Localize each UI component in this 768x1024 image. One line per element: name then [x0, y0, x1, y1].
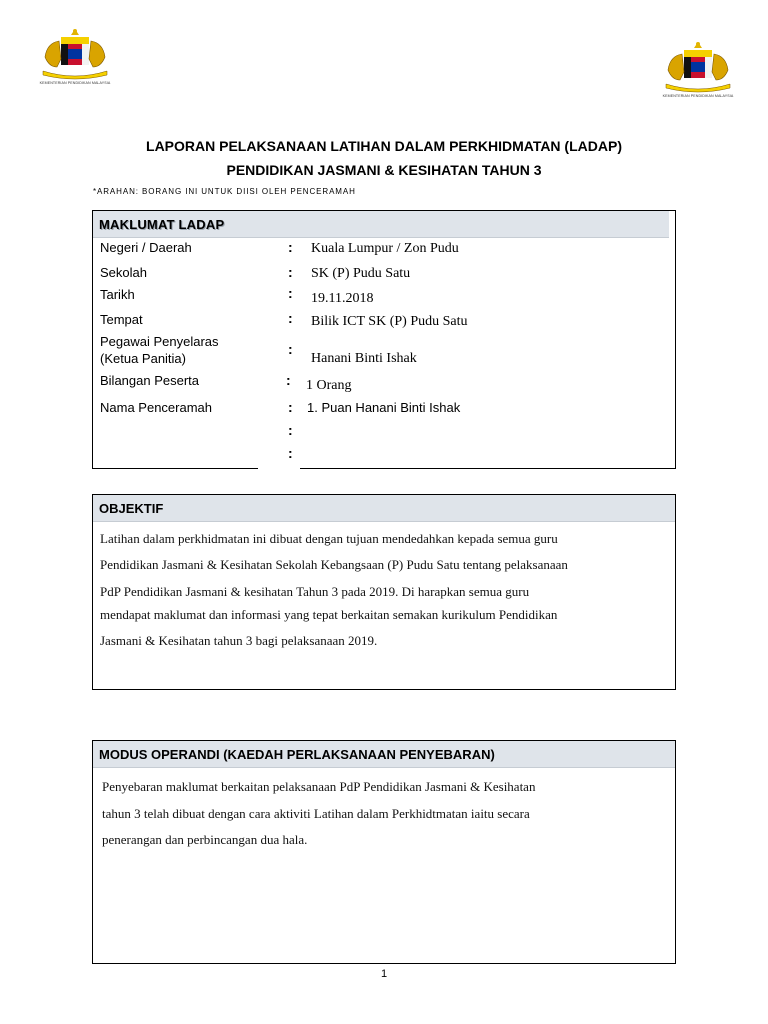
modus-line: tahun 3 telah dibuat dengan cara aktiviti Latihan dalam Perkhidtmatan iaitu secara	[102, 806, 530, 821]
objektif-line: PdP Pendidikan Jasmani & kesihatan Tahun 3 pada 2019. Di harapkan semua guru	[100, 584, 530, 599]
field-value: Kuala Lumpur / Zon Pudu	[311, 241, 459, 256]
modus-line: penerangan dan perbincangan dua hala.	[102, 832, 308, 847]
field-value: SK (P) Pudu Satu	[311, 266, 411, 281]
field-colon: :	[288, 422, 293, 438]
objektif-line: Latihan dalam perkhidmatan ini dibuat dengan tujuan mendedahkan kepada semua guru	[100, 531, 558, 546]
maklumat-ladap-section	[92, 210, 676, 469]
field-label: Tempat	[100, 312, 143, 327]
page-number: 1	[380, 968, 388, 980]
objektif-line: mendapat maklumat dan informasi yang tepat berkaitan semakan kurikulum Pendidikan	[100, 607, 558, 622]
coat-of-arms-icon	[37, 27, 113, 81]
field-row-nama-penceramah	[93, 400, 675, 422]
field-row-tempat	[93, 312, 675, 334]
modus-operandi-section	[92, 740, 676, 964]
field-label: Nama Penceramah	[100, 400, 212, 415]
field-label: Sekolah	[100, 265, 147, 280]
field-value: Hanani Binti Ishak	[311, 351, 417, 366]
report-subtitle: PENDIDIKAN JASMANI & KESIHATAN TAHUN 3	[226, 162, 542, 178]
field-colon: :	[288, 285, 293, 301]
field-value: Bilik ICT SK (P) Pudu Satu	[311, 314, 468, 329]
field-label-sub: (Ketua Panitia)	[100, 351, 186, 366]
field-colon: :	[286, 372, 291, 388]
objektif-line: Jasmani & Kesihatan tahun 3 bagi pelaksanaan 2019.	[100, 633, 378, 648]
field-row-bilangan-peserta	[93, 373, 675, 395]
field-colon: :	[288, 399, 293, 415]
objektif-section	[92, 494, 676, 690]
border-gap	[258, 467, 300, 470]
field-value: 1 Orang	[306, 378, 352, 393]
logo-caption: KEMENTERIAN PENDIDIKAN MALAYSIA	[39, 81, 111, 85]
field-label: Bilangan Peserta	[100, 373, 200, 388]
coat-of-arms-right-logo	[660, 40, 736, 102]
field-row-negeri	[93, 240, 675, 262]
field-colon: :	[288, 310, 293, 326]
coat-of-arms-icon	[660, 40, 736, 94]
field-label: Tarikh	[100, 287, 135, 302]
field-colon: :	[288, 341, 293, 357]
field-value: 19.11.2018	[311, 291, 374, 306]
field-label: Pegawai Penyelaras	[100, 334, 219, 349]
objektif-heading: OBJEKTIF	[93, 495, 675, 522]
logo-caption: KEMENTERIAN PENDIDIKAN MALAYSIA	[662, 94, 734, 98]
field-colon: :	[288, 264, 293, 280]
field-label: Negeri / Daerah	[100, 240, 192, 255]
instruction-note: *ARAHAN: BORANG INI UNTUK DIISI OLEH PENCERAMAH	[93, 187, 356, 196]
field-row-sekolah	[93, 265, 675, 287]
report-title: LAPORAN PELAKSANAAN LATIHAN DALAM PERKHIDMATAN (LADAP)	[146, 138, 622, 154]
maklumat-heading: MAKLUMAT LADAP	[93, 211, 669, 238]
modus-line: Penyebaran maklumat berkaitan pelaksanaan PdP Pendidikan Jasmani & Kesihatan	[102, 779, 536, 794]
field-row-blank-2	[93, 445, 675, 467]
modus-heading: MODUS OPERANDI (KAEDAH PERLAKSANAAN PENYEBARAN)	[93, 741, 675, 768]
field-row-pegawai-penyelaras	[93, 334, 675, 374]
coat-of-arms-left-logo	[37, 27, 113, 89]
field-row-blank-1	[93, 422, 675, 444]
field-colon: :	[288, 239, 293, 255]
field-colon: :	[288, 445, 293, 461]
field-row-tarikh	[93, 287, 675, 309]
objektif-line: Pendidikan Jasmani & Kesihatan Sekolah Kebangsaan (P) Pudu Satu tentang pelaksanaan	[100, 557, 568, 572]
field-value: 1. Puan Hanani Binti Ishak	[307, 400, 461, 415]
